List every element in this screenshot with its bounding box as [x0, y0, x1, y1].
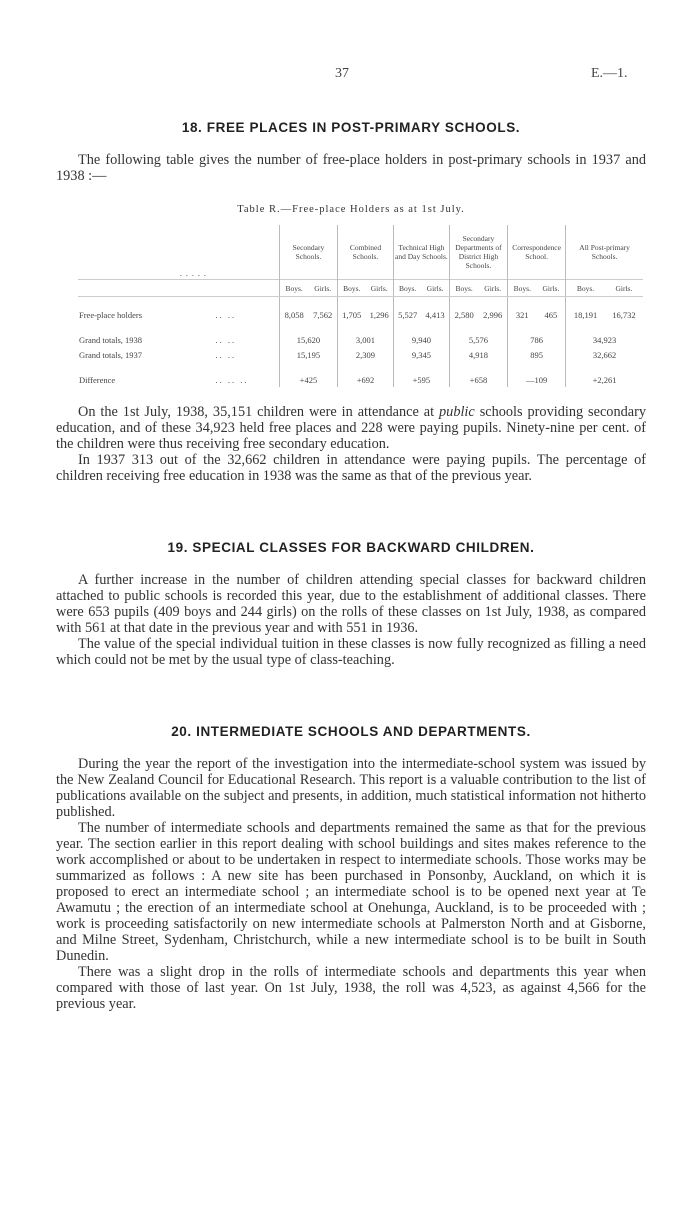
page-header [0, 66, 700, 86]
section-18-heading: 18. FREE PLACES IN POST-PRIMARY SCHOOLS. [181, 120, 521, 135]
table-cell: +595 [393, 372, 449, 387]
page-reference: E.—1. [591, 66, 628, 81]
table-cell: +425 [279, 372, 337, 387]
table-cell: 895 [508, 347, 566, 362]
table-cell: 2,580 [449, 307, 478, 322]
table-cell: 5,576 [449, 332, 507, 347]
table-row-grand-totals-1938 [78, 332, 643, 347]
col-combined-schools: Combined Schools. [338, 225, 394, 280]
sub-boys: Boys. [279, 280, 308, 297]
p1-end-text: schools providing secondary education, and of these 34,923 held free places and 228 were paying pupils. Ninety-nine per cent. of the children were thus receiving free secondary education. [56, 404, 647, 452]
table-cell: 9,345 [393, 347, 449, 362]
table-group-header-row [78, 225, 643, 280]
row-label: Difference [79, 374, 116, 385]
sub-boys: Boys. [338, 280, 366, 297]
emphasis-public: public [439, 404, 475, 420]
table-subheader-row [78, 280, 643, 297]
table-row-difference [78, 372, 643, 387]
section-20-heading: 20. INTERMEDIATE SCHOOLS AND DEPARTMENTS. [171, 724, 531, 739]
table-cell: 2,996 [483, 309, 503, 320]
table-cell: 15,620 [279, 332, 337, 347]
table-cell: 465 [544, 309, 558, 320]
table-cell: —109 [508, 372, 566, 387]
sub-girls: Girls. [478, 280, 507, 297]
table-cell: 8,058 [279, 307, 308, 322]
section-18-intro: The following table gives the number of free-place holders in post-primary schools in 1937 and 1938 :— [56, 152, 646, 184]
section-19-paragraph-1: A further increase in the number of children attending special classes for backward children attached to public schools is recorded this year, due to the establishment of additional classes. There were 653 pupils (409 boys and 244 girls) on the rolls of these classes on 1st July, 1938, as compared with 561 at that date in the previous year and with 551 in 1936. [56, 572, 646, 636]
section-20-paragraph-3: There was a slight drop in the rolls of intermediate schools and departments this year when compared with those of last year. On 1st July, 1938, the roll was 4,523, as against 4,566 for the previous year. [56, 964, 646, 1012]
col-secondary-departments: Secondary Departments of District High Schools. [449, 225, 507, 280]
sub-girls: Girls. [365, 280, 393, 297]
table-cell: 1,705 [338, 307, 366, 322]
table-cell: 5,527 [393, 307, 421, 322]
sub-boys: Boys. [449, 280, 478, 297]
sub-girls: Girls. [537, 280, 566, 297]
section-19-paragraph-2: The value of the special individual tuition in these classes is now fully recognized as filling a need which could not be met by the usual type of class-teaching. [56, 636, 646, 668]
table-cell: 321 [508, 307, 537, 322]
table-cell: 15,195 [279, 347, 337, 362]
sub-girls: Girls. [605, 280, 643, 297]
table-cell: 3,001 [338, 332, 394, 347]
row-dots: .. .. [215, 309, 237, 320]
table-cell: 32,662 [566, 347, 643, 362]
page-content [56, 120, 646, 1012]
page-number: 37 [335, 66, 349, 81]
table-cell: 18,191 [566, 307, 605, 322]
row-label: Grand totals, 1937 [79, 349, 143, 360]
table-cell: 1,296 [369, 309, 389, 320]
row-dots: .. .. [215, 334, 237, 345]
section-19-heading: 19. SPECIAL CLASSES FOR BACKWARD CHILDREN. [167, 540, 535, 555]
table-cell: 4,918 [449, 347, 507, 362]
p1-start-text: On the 1st July, 1938, 35,151 children were in attendance at [78, 404, 440, 420]
table-cell: 9,940 [393, 332, 449, 347]
row-dots: .. .. .. [215, 374, 249, 385]
table-cell: 34,923 [566, 332, 643, 347]
row-label: Free-place holders [79, 309, 143, 320]
section-18-paragraph-2: In 1937 313 out of the 32,662 children in attendance were paying pupils. The percentage of children receiving free education in 1938 was the same as that of the previous year. [56, 452, 646, 484]
table-cell: 16,732 [612, 309, 636, 320]
table-cell: 2,309 [338, 347, 394, 362]
table-row-free-place-holders [78, 307, 643, 322]
table-stub-dots: . . . . . [179, 269, 207, 278]
row-label: Grand totals, 1938 [79, 334, 143, 345]
table-r-caption: Table R.—Free-place Holders as at 1st July. [237, 204, 465, 215]
table-row-grand-totals-1937 [78, 347, 643, 362]
sub-girls: Girls. [308, 280, 337, 297]
col-all-post-primary: All Post-primary Schools. [566, 225, 643, 280]
section-18-paragraph-1 [56, 404, 646, 452]
row-dots: .. .. [215, 349, 237, 360]
table-cell: +658 [449, 372, 507, 387]
table-cell: 786 [508, 332, 566, 347]
table-cell: +2,261 [566, 372, 643, 387]
table-cell: 7,562 [313, 309, 333, 320]
col-technical-high-day: Technical High and Day Schools. [393, 225, 449, 280]
table-cell: 4,413 [425, 309, 445, 320]
sub-girls: Girls. [421, 280, 449, 297]
table-cell: +692 [338, 372, 394, 387]
section-20-paragraph-2: The number of intermediate schools and departments remained the same as that for the previous year. The section earlier in this report dealing with school buildings and sites makes reference to the work accomplished or about to be undertaken in respect to intermediate schools. Those works may be summarized as follows : A new site has been purchased in Ponsonby, Auckland, on which it is proposed to erect an intermediate school ; an intermediate school is to be opened next year at Te Awamutu ; the erection of an intermediate school at Onehunga, Auckland, is to be proceeded with ; work is proceeding satisfactorily on new intermediate schools at Palmerston North and at Gisborne, and Milne Street, Sydenham, Christchurch, while a new intermediate school is to be built in South Dunedin. [56, 820, 646, 964]
sub-boys: Boys. [393, 280, 421, 297]
col-secondary-schools: Secondary Schools. [279, 225, 337, 280]
section-20-paragraph-1: During the year the report of the investigation into the intermediate-school system was issued by the New Zealand Council for Educational Research. This report is a valuable contribution to the list of publications available on the subject and presents, in addition, much statistical information not hitherto published. [56, 756, 646, 820]
free-place-table [78, 225, 643, 387]
col-correspondence-school: Correspondence School. [508, 225, 566, 280]
sub-boys: Boys. [566, 280, 605, 297]
sub-stub [78, 280, 279, 297]
sub-boys: Boys. [508, 280, 537, 297]
